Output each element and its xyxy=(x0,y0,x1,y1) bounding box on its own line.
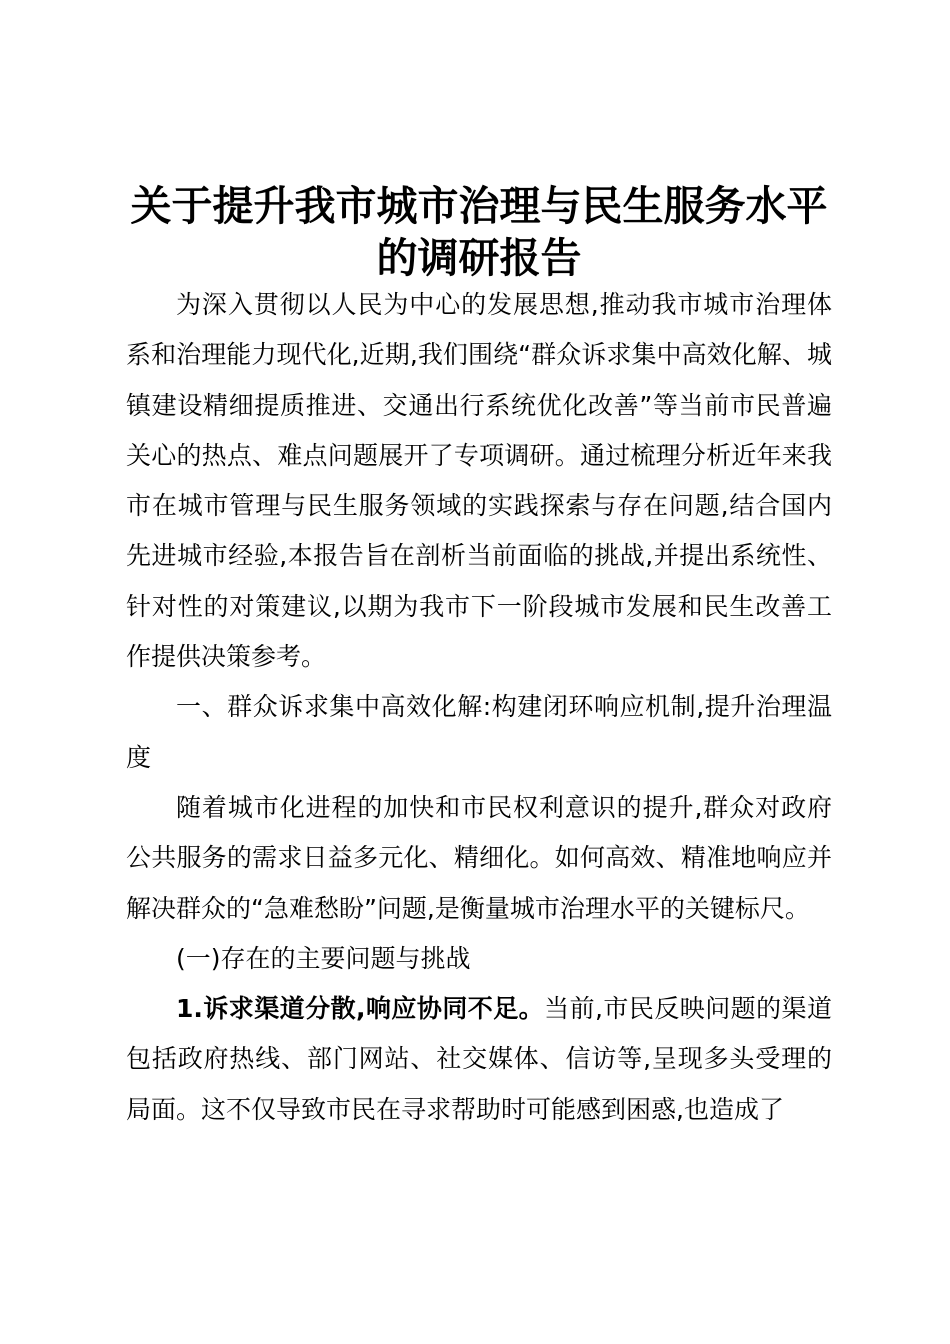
issue-1-lead: 1.诉求渠道分散,响应协同不足。 xyxy=(176,994,545,1024)
section-1-paragraph-text: 随着城市化进程的加快和市民权利意识的提升,群众对政府公共服务的需求日益多元化、精细化。如何高效、精准地响应并解决群众的“急难愁盼”问题,是衡量城市治理水平的关键标尺。 xyxy=(126,792,832,923)
section-heading-1-text: 一、群众诉求集中高效化解:构建闭环响应机制,提升治理温度 xyxy=(126,692,832,772)
issue-1-text: 当前,市民反映问题的渠道包括政府热线、部门网站、社交媒体、信访等,呈现多头受理的局面。这不仅导致市民在寻求帮助时可能感到困惑,也造成了 xyxy=(126,994,833,1124)
intro-paragraph xyxy=(126,280,832,682)
subsection-heading xyxy=(126,934,832,984)
document-body xyxy=(126,180,832,1135)
intro-paragraph-text: 为深入贯彻以人民为中心的发展思想,推动我市城市治理体系和治理能力现代化,近期,我们围绕“群众诉求集中高效化解、城镇建设精细提质推进、交通出行系统优化改善”等当前市民普遍关心的热点、难点问题展开了专项调研。通过梳理分析近年来我市在城市管理与民生服务领域的实践探索与存在问题,结合国内先进城市经验,本报告旨在剖析当前面临的挑战,并提出系统性、针对性的对策建议,以期为我市下一阶段城市发展和民生改善工作提供决策参考。 xyxy=(126,290,832,672)
subsection-heading-text: (一)存在的主要问题与挑战 xyxy=(176,943,471,973)
section-heading-1 xyxy=(126,682,832,783)
document-title: 关于提升我市城市治理与民生服务水平的调研报告 xyxy=(130,182,828,282)
issue-1-paragraph xyxy=(126,984,832,1135)
section-1-paragraph xyxy=(126,783,832,934)
